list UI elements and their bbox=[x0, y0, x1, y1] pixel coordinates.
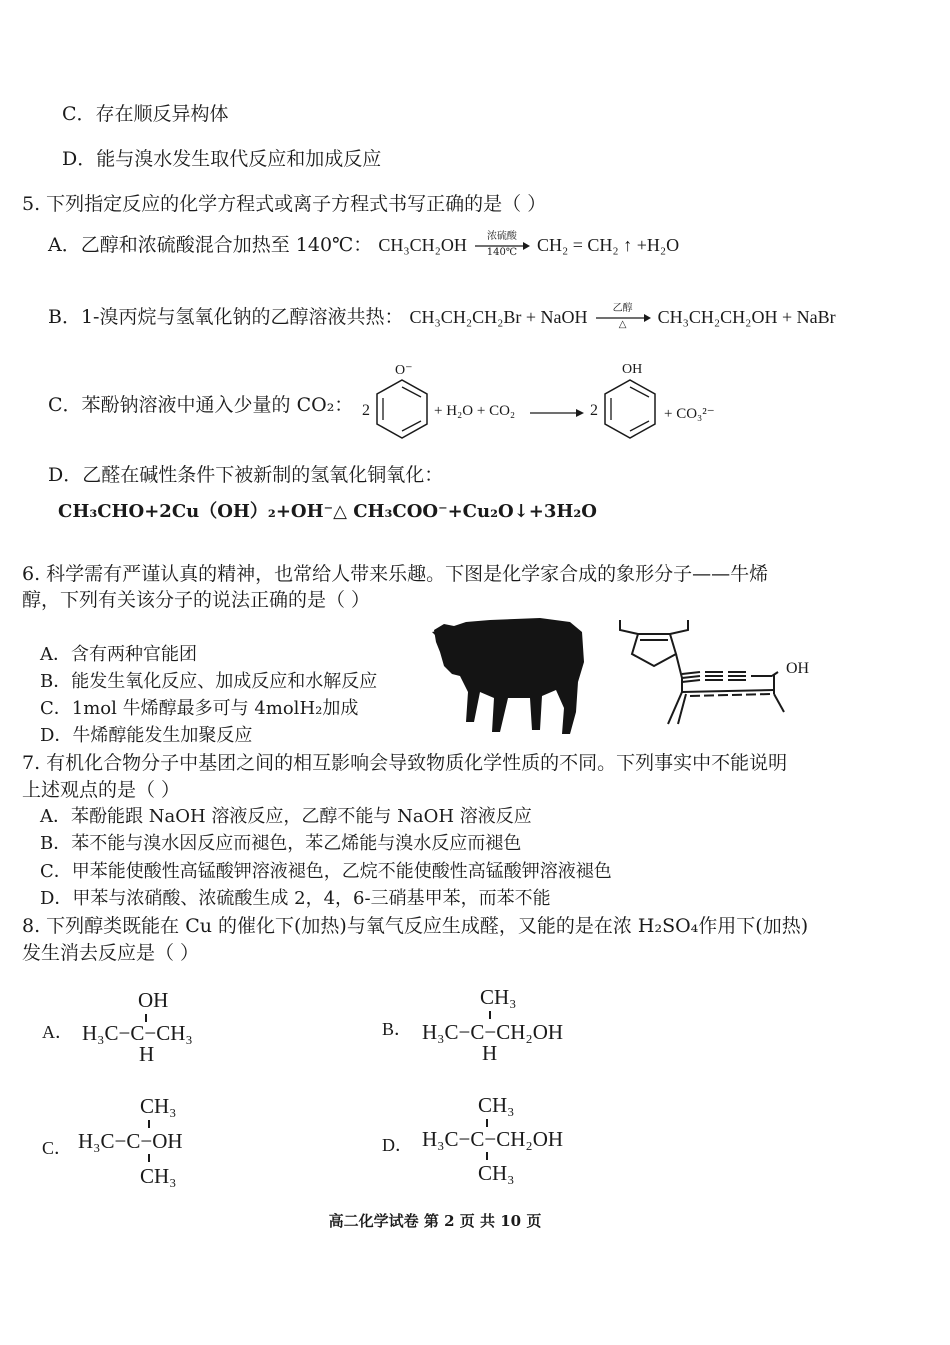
q7-option-d: D．甲苯与浓硝酸、浓硫酸生成 2，4，6-三硝基甲苯，而苯不能 bbox=[40, 888, 551, 909]
bond-line bbox=[486, 1152, 488, 1160]
q8-b-top: CH₃ bbox=[480, 985, 517, 1009]
q8-a-top: OH bbox=[138, 988, 169, 1012]
q8-c-top: CH₃ bbox=[140, 1094, 177, 1118]
bond-line bbox=[489, 1011, 491, 1019]
q4-option-d: D．能与溴水发生取代反应和加成反应 bbox=[62, 148, 382, 170]
q8-option-c bbox=[42, 1094, 262, 1190]
q5-d-label: D．乙醛在碱性条件下被新制的氢氧化铜氧化： bbox=[48, 464, 444, 486]
q5-c-oh: OH bbox=[622, 362, 643, 377]
q7-option-a: A．苯酚能跟 NaOH 溶液反应，乙醇不能与 NaOH 溶液反应 bbox=[40, 806, 532, 827]
q6-option-c: C．1mol 牛烯醇最多可与 4molH₂加成 bbox=[40, 698, 359, 719]
q8-b-right: CH₂OH bbox=[496, 1020, 564, 1044]
q5-c-coef1: 2 bbox=[362, 402, 370, 419]
q5-stem: 5. 下列指定反应的化学方程式或离子方程式书写正确的是（ ） bbox=[22, 193, 547, 215]
q5-b-cond-bottom: △ bbox=[618, 319, 627, 330]
q5-a-arrow bbox=[473, 231, 531, 258]
q8-c-center: C bbox=[126, 1129, 141, 1153]
q8-d-formula-row: H₃C−C−CH₂OH bbox=[422, 1127, 564, 1151]
q8-d-bottom: CH₃ bbox=[478, 1161, 515, 1185]
q8-b-center: C bbox=[470, 1020, 485, 1044]
q8-c-bottom: CH₃ bbox=[140, 1164, 177, 1188]
q8-b-bottom: H bbox=[482, 1041, 498, 1065]
q6-stem-line1: 6. 科学需有严谨认真的精神，也常给人带来乐趣。下图是化学家合成的象形分子——牛烯 bbox=[22, 563, 769, 585]
q5-b-label: B．1-溴丙烷与氢氧化钠的乙醇溶液共热： bbox=[48, 306, 404, 328]
q8-stem-line2: 发生消去反应是（ ） bbox=[22, 942, 200, 964]
q5-a-cond-bottom: 140℃ bbox=[486, 247, 518, 258]
cow-photo-icon bbox=[430, 612, 590, 742]
q8-d-center: C bbox=[470, 1127, 485, 1151]
q8-a-formula-row: H₃C−C−CH₃ bbox=[82, 1021, 193, 1045]
q8-option-a bbox=[42, 988, 242, 1068]
q6-option-a: A．含有两种官能团 bbox=[40, 644, 197, 665]
q7-stem-line2: 上述观点的是（ ） bbox=[22, 779, 181, 801]
q7-option-b: B．苯不能与溴水因反应而褪色，苯乙烯能与溴水反应而褪色 bbox=[40, 833, 522, 854]
q6-molecule-oh-label: OH bbox=[786, 660, 810, 677]
q8-a-center: C bbox=[130, 1021, 145, 1045]
q8-c-formula-row: H₃C−C−OH bbox=[78, 1129, 183, 1153]
q8-c-right: OH bbox=[152, 1129, 183, 1153]
q5-b-arrow bbox=[594, 303, 652, 330]
q6-stem-line2: 醇，下列有关该分子的说法正确的是（ ） bbox=[22, 589, 371, 611]
q5-option-a bbox=[48, 233, 679, 258]
q8-stem-line1: 8. 下列醇类既能在 Cu 的催化下(加热)与氧气反应生成醛，又能的是在浓 H₂SO₄作用下(加热) bbox=[22, 915, 809, 937]
right-arrow-icon bbox=[528, 406, 586, 420]
q8-d-left: H₃C bbox=[422, 1127, 459, 1151]
bond-line bbox=[486, 1119, 488, 1127]
q5-c-o-minus: O⁻ bbox=[395, 363, 413, 378]
q6-option-d: D．牛烯醇能发生加聚反应 bbox=[40, 725, 253, 746]
q5-b-left: CH₃CH₂CH₂Br + NaOH bbox=[409, 307, 588, 327]
q8-a-label: A． bbox=[42, 1022, 73, 1042]
q5-d-eq: CH₃CHO+2Cu（OH）₂+OH⁻△ CH₃COO⁻+Cu₂O↓+3H₂O bbox=[58, 501, 597, 522]
q5-b-cond-top: 乙醇 bbox=[612, 303, 633, 314]
q5-a-left: CH₃CH₂OH bbox=[378, 235, 467, 255]
q6-option-b: B．能发生氧化反应、加成反应和水解反应 bbox=[40, 671, 378, 692]
q8-c-label: C． bbox=[42, 1138, 73, 1158]
q5-a-right: CH₂ = CH₂ ↑ +H₂O bbox=[536, 235, 680, 255]
page-footer: 高二化学试卷 第 2 页 共 10 页 bbox=[328, 1212, 542, 1230]
q8-option-b bbox=[382, 985, 622, 1065]
q8-option-d bbox=[382, 1093, 622, 1189]
q5-a-label: A．乙醇和浓硫酸混合加热至 140℃： bbox=[48, 234, 373, 256]
q5-c-label: C．苯酚钠溶液中通入少量的 CO₂： bbox=[48, 394, 354, 416]
q5-option-b bbox=[48, 305, 836, 330]
q8-d-top: CH₃ bbox=[478, 1093, 515, 1117]
q7-stem-line1: 7. 有机化合物分子中基团之间的相互影响会导致物质化学性质的不同。下列事实中不能说明 bbox=[22, 752, 788, 774]
benzene-ring-icon bbox=[600, 378, 660, 440]
bond-line bbox=[148, 1154, 150, 1162]
bond-line bbox=[148, 1120, 150, 1128]
q8-a-right: CH₃ bbox=[156, 1021, 193, 1045]
q5-b-right: CH₃CH₂CH₂OH + NaBr bbox=[657, 307, 836, 327]
q8-b-label: B． bbox=[382, 1019, 413, 1039]
q8-a-left: H₃C bbox=[82, 1021, 119, 1045]
q5-c-end: + CO₃²⁻ bbox=[664, 406, 715, 422]
q8-d-label: D． bbox=[382, 1135, 413, 1155]
benzene-ring-icon bbox=[372, 378, 432, 440]
q8-b-left: H₃C bbox=[422, 1020, 459, 1044]
q4-option-c: C．存在顺反异构体 bbox=[62, 103, 229, 125]
q8-c-left: H₃C bbox=[78, 1129, 115, 1153]
q8-d-right: CH₂OH bbox=[496, 1127, 564, 1151]
q8-a-bottom: H bbox=[139, 1042, 155, 1066]
q5-c-coef2: 2 bbox=[590, 402, 598, 419]
q8-b-formula-row: H₃C−C−CH₂OH bbox=[422, 1020, 564, 1044]
q5-a-cond-top: 浓硫酸 bbox=[486, 231, 517, 242]
q5-c-mid: + H₂O + CO₂ bbox=[434, 403, 516, 419]
q7-option-c: C．甲苯能使酸性高锰酸钾溶液褪色，乙烷不能使酸性高锰酸钾溶液褪色 bbox=[40, 861, 612, 882]
